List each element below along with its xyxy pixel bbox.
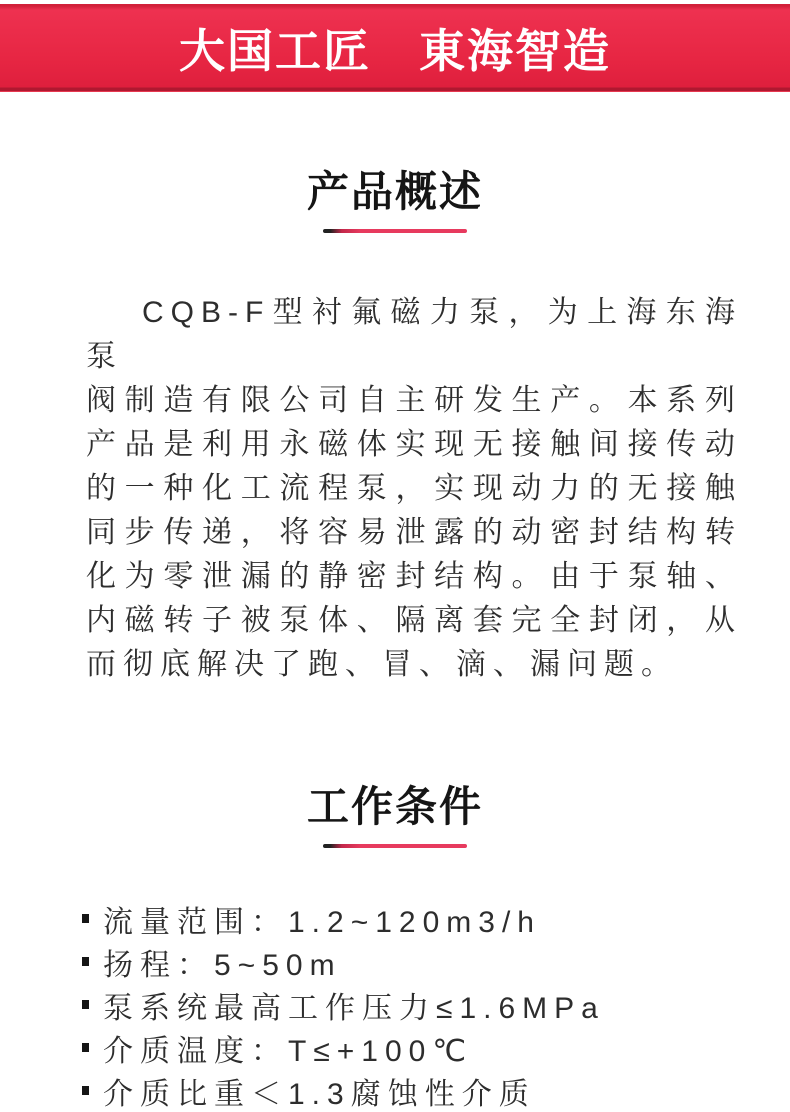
paragraph-line: 同步传递，将容易泄露的动密封结构转 [86,516,742,549]
condition-list-item [82,940,790,983]
condition-text: 扬程：5~50m [103,948,342,982]
bullet-dot-icon [82,1000,89,1009]
banner [0,4,790,92]
bullet-dot-icon [82,957,89,966]
section-overview [0,168,790,687]
banner-title: 大国工匠 東海智造 [179,25,611,77]
overview-paragraph [86,291,742,687]
conditions-title-underline [323,844,467,848]
condition-list-item [82,983,790,1026]
condition-list-item [82,1026,790,1069]
bullet-dot-icon [82,914,89,923]
condition-text: 流量范围：1.2~120m3/h [103,905,541,939]
overview-title-underline [323,229,467,233]
paragraph-line: 内磁转子被泵体、隔离套完全封闭，从 [86,604,742,637]
condition-text: 介质温度：T≤+100℃ [103,1034,474,1068]
paragraph-line: 产品是利用永磁体实现无接触间接传动 [86,428,742,461]
condition-list-item [82,1069,790,1112]
bullet-dot-icon [82,1086,89,1095]
condition-text: 泵系统最高工作压力≤1.6MPa [103,991,605,1025]
paragraph-line: 而彻底解决了跑、冒、滴、漏问题。 [86,648,678,681]
condition-list-item [82,897,790,940]
overview-section-title: 产品概述 [306,168,483,215]
paragraph-line: 的一种化工流程泵，实现动力的无接触 [86,472,742,505]
paragraph-line: 化为零泄漏的静密封结构。由于泵轴、 [86,560,742,593]
conditions-section-title: 工作条件 [306,783,483,830]
conditions-list [0,897,790,1112]
section-working-conditions [0,783,790,1112]
bullet-dot-icon [82,1043,89,1052]
paragraph-line: 阀制造有限公司自主研发生产。本系列 [86,384,742,417]
condition-text: 介质比重＜1.3腐蚀性介质 [103,1077,536,1111]
paragraph-line: CQB-F型衬氟磁力泵，为上海东海泵 [86,296,742,373]
